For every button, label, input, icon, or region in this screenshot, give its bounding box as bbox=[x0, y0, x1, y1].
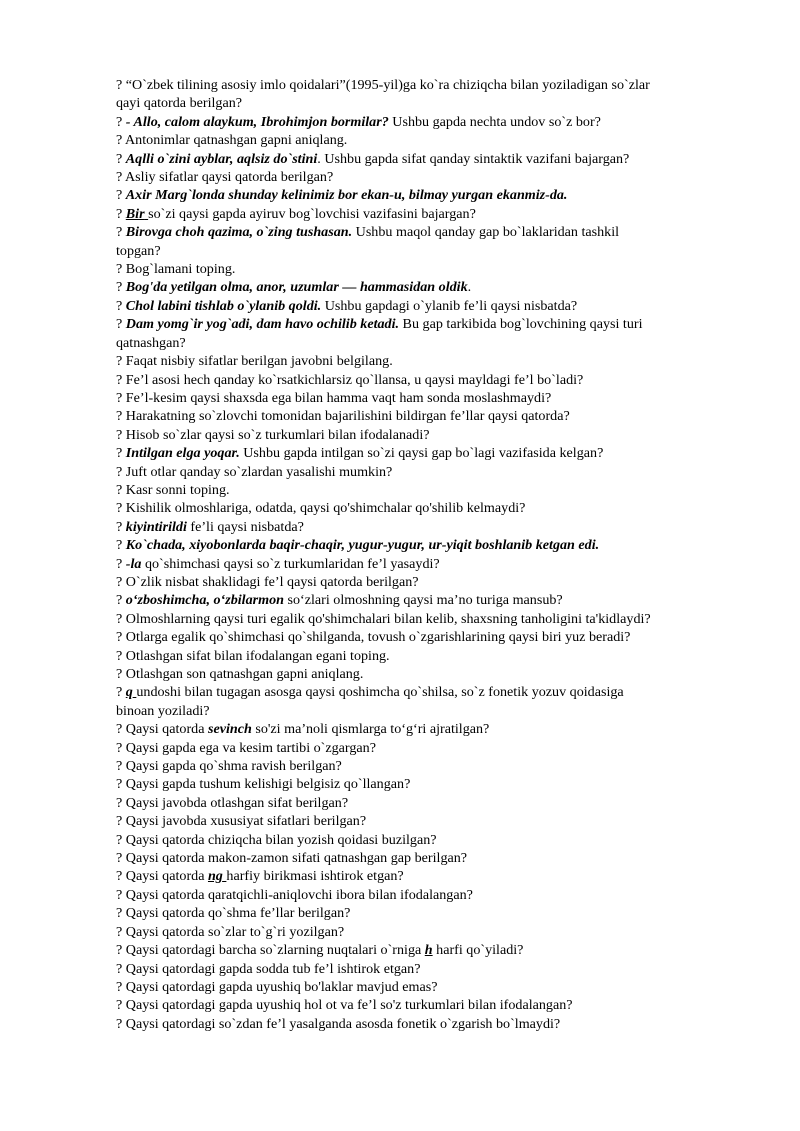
question-line bbox=[116, 223, 736, 241]
text-segment: ? Qaysi qatorda qaratqichli-aniqlovchi ibora bilan ifodalangan? bbox=[116, 886, 473, 903]
question-line bbox=[116, 702, 736, 720]
text-segment: ? bbox=[116, 555, 126, 572]
text-segment: ? Bog`lamani toping. bbox=[116, 261, 236, 278]
text-segment: h bbox=[424, 942, 433, 959]
question-line bbox=[116, 205, 736, 223]
question-line bbox=[116, 334, 736, 352]
question-line bbox=[116, 960, 736, 978]
text-segment: o‘zboshimcha, o‘zbilarmon bbox=[125, 592, 284, 609]
text-segment: ? Fe’l-kesim qaysi shaxsda ega bilan hamma vaqt ham sonda moslashmaydi? bbox=[116, 389, 552, 406]
text-segment: ? bbox=[116, 150, 126, 167]
question-line bbox=[116, 831, 736, 849]
question-line bbox=[116, 647, 736, 665]
text-segment: Bu gap tarkibida bog`lovchining qaysi turi bbox=[399, 316, 643, 333]
question-line bbox=[116, 315, 736, 333]
question-line bbox=[116, 812, 736, 830]
text-segment: qo`shimchasi qaysi so`z turkumlaridan fe’l yasaydi? bbox=[141, 555, 440, 572]
question-line bbox=[116, 444, 736, 462]
text-segment: Ushbu maqol qanday gap bo`laklaridan tashkil bbox=[352, 224, 620, 241]
question-line bbox=[116, 628, 736, 646]
text-segment: ? Otlashgan sifat bilan ifodalangan egani toping. bbox=[116, 647, 390, 664]
text-segment: ? Qaysi javobda xususiyat sifatlari berilgan? bbox=[116, 813, 367, 830]
text-segment: Axir Marg`londa shunday kelinimiz bor ekan-u, bilmay yurgan ekanmiz-da. bbox=[125, 187, 568, 204]
text-segment: Aqlli o`zini ayblar, aqlsiz do`stini bbox=[125, 150, 318, 167]
question-line bbox=[116, 610, 736, 628]
question-line bbox=[116, 555, 736, 573]
question-line bbox=[116, 683, 736, 701]
question-line bbox=[116, 242, 736, 260]
question-line bbox=[116, 168, 736, 186]
text-segment: Bog'da yetilgan olma, anor, uzumlar — hammasidan oldik bbox=[125, 279, 468, 296]
question-list bbox=[116, 76, 736, 1033]
question-line bbox=[116, 794, 736, 812]
question-line bbox=[116, 463, 736, 481]
text-segment: harfiy birikmasi ishtirok etgan? bbox=[226, 868, 404, 885]
text-segment: sevinch bbox=[207, 721, 252, 738]
question-line bbox=[116, 775, 736, 793]
text-segment: ? bbox=[116, 537, 126, 554]
text-segment: ? Qaysi qatordagi gapda uyushiq bo'laklar mavjud emas? bbox=[116, 978, 438, 995]
question-line bbox=[116, 371, 736, 389]
text-segment: ? Qaysi qatordagi so`zdan fe’l yasalganda asosda fonetik o`zgarish bo`lmaydi? bbox=[116, 1015, 561, 1032]
question-line bbox=[116, 94, 736, 112]
text-segment: ? Qaysi gapda qo`shma ravish berilgan? bbox=[116, 758, 342, 775]
text-segment: ? “O`zbek tilining asosiy imlo qoidalari”(1995-yil)ga ko`ra chiziqcha bilan yoziladigan so`zlar bbox=[116, 77, 650, 93]
text-segment: topgan? bbox=[116, 242, 161, 259]
question-line bbox=[116, 131, 736, 149]
question-line bbox=[116, 407, 736, 425]
question-line bbox=[116, 1015, 736, 1033]
text-segment: ? bbox=[116, 224, 126, 241]
question-line bbox=[116, 867, 736, 885]
question-line bbox=[116, 389, 736, 407]
question-line bbox=[116, 739, 736, 757]
text-segment: ? Qaysi qatorda chiziqcha bilan yozish qoidasi buzilgan? bbox=[116, 831, 437, 848]
question-line bbox=[116, 591, 736, 609]
text-segment: ? Otlarga egalik qo`shimchasi qo`shilganda, tovush o`zgarishlarining qaysi biri yuz beradi? bbox=[116, 629, 631, 646]
text-segment: ? bbox=[116, 518, 126, 535]
question-line bbox=[116, 536, 736, 554]
text-segment: ? Qaysi qatorda qo`shma fe’llar berilgan? bbox=[116, 905, 351, 922]
text-segment: ng bbox=[207, 868, 223, 885]
text-segment: . Ushbu gapda sifat qanday sintaktik vazifani bajargan? bbox=[317, 150, 630, 167]
text-segment: ? Qaysi qatorda bbox=[116, 721, 208, 738]
text-segment: ? Harakatning so`zlovchi tomonidan bajarilishini bildirgan fe’llar qaysi qatorda? bbox=[116, 408, 570, 425]
question-line bbox=[116, 260, 736, 278]
text-segment: ? Olmoshlarning qaysi turi egalik qo'shimchalari bilan kelib, shaxsning tanholigini ta'kidlaydi? bbox=[116, 610, 651, 627]
question-line bbox=[116, 150, 736, 168]
text-segment: Bir bbox=[125, 205, 145, 222]
text-segment: ? Qaysi gapda tushum kelishigi belgisiz qo`llangan? bbox=[116, 776, 411, 793]
question-line bbox=[116, 720, 736, 738]
question-line bbox=[116, 426, 736, 444]
question-line bbox=[116, 297, 736, 315]
text-segment: ? Qaysi qatordagi gapda sodda tub fe’l ishtirok etgan? bbox=[116, 960, 421, 977]
text-segment: so'zi ma’noli qismlarga to‘g‘ri ajratilgan? bbox=[251, 721, 490, 738]
text-segment: Birovga choh qazima, o`zing tushasan. bbox=[125, 224, 353, 241]
text-segment: ? Qaysi qatordagi barcha so`zlarning nuqtalari o`rniga bbox=[116, 942, 425, 959]
question-line bbox=[116, 186, 736, 204]
text-segment: ? bbox=[116, 592, 126, 609]
text-segment: ? bbox=[116, 316, 126, 333]
text-segment: so`zi qaysi gapda ayiruv bog`lovchisi vazifasini bajargan? bbox=[148, 205, 476, 222]
text-segment: harfi qo`yiladi? bbox=[432, 942, 524, 959]
text-segment: ? Hisob so`zlar qaysi so`z turkumlari bilan ifodalanadi? bbox=[116, 426, 430, 443]
text-segment: ? Fe’l asosi hech qanday ko`rsatkichlarsiz qo`llansa, u qaysi mayldagi fe’l bo`ladi? bbox=[116, 371, 584, 388]
text-segment: ? bbox=[116, 279, 126, 296]
text-segment: ? Juft otlar qanday so`zlardan yasalishi mumkin? bbox=[116, 463, 393, 480]
question-line bbox=[116, 904, 736, 922]
text-segment: ? Kasr sonni toping. bbox=[116, 481, 230, 498]
text-segment: ? bbox=[116, 684, 126, 701]
question-line bbox=[116, 849, 736, 867]
text-segment: ? Qaysi qatorda makon-zamon sifati qatnashgan gap berilgan? bbox=[116, 850, 468, 867]
text-segment: kiyintirildi bbox=[125, 518, 187, 535]
text-segment: ? bbox=[116, 445, 126, 462]
text-segment: ? bbox=[116, 187, 126, 204]
text-segment: ? Qaysi javobda otlashgan sifat berilgan? bbox=[116, 794, 349, 811]
text-segment: ? Qaysi qatordagi gapda uyushiq hol ot va fe’l so'z turkumlari bilan ifodalangan? bbox=[116, 997, 573, 1014]
text-segment: ? Kishilik olmoshlariga, odatda, qaysi qo'shimchalar qo'shilib kelmaydi? bbox=[116, 500, 526, 517]
question-line bbox=[116, 481, 736, 499]
question-line bbox=[116, 757, 736, 775]
question-line bbox=[116, 518, 736, 536]
question-line bbox=[116, 573, 736, 591]
text-segment: ? Faqat nisbiy sifatlar berilgan javobni belgilang. bbox=[116, 353, 393, 370]
question-line bbox=[116, 886, 736, 904]
text-segment: qatnashgan? bbox=[116, 334, 186, 351]
text-segment: ? Otlashgan son qatnashgan gapni aniqlang. bbox=[116, 666, 364, 682]
text-segment: Ushbu gapdagi o`ylanib fe’li qaysi nisbatda? bbox=[321, 297, 578, 314]
text-segment: ? Qaysi qatorda so`zlar to`g`ri yozilgan? bbox=[116, 923, 345, 940]
text-segment: q bbox=[125, 684, 133, 701]
text-segment: Ushbu gapda nechta undov so`z bor? bbox=[388, 113, 601, 130]
question-line bbox=[116, 665, 736, 683]
text-segment: ? bbox=[116, 113, 126, 130]
text-segment: ? O`zlik nisbat shaklidagi fe’l qaysi qatorda berilgan? bbox=[116, 573, 419, 590]
text-segment: Ushbu gapda intilgan so`zi qaysi gap bo`lagi vazifasida kelgan? bbox=[239, 445, 604, 462]
question-line bbox=[116, 923, 736, 941]
text-segment: Ko`chada, xiyobonlarda baqir-chaqir, yugur-yugur, ur-yiqit boshlanib ketgan edi. bbox=[125, 537, 600, 554]
question-line bbox=[116, 941, 736, 959]
text-segment: Chol labini tishlab o`ylanib qoldi. bbox=[125, 297, 322, 314]
text-segment: ? Asliy sifatlar qaysi qatorda berilgan? bbox=[116, 169, 334, 186]
text-segment: ? Antonimlar qatnashgan gapni aniqlang. bbox=[116, 132, 348, 149]
question-line bbox=[116, 278, 736, 296]
text-segment: so‘zlari olmoshning qaysi ma’no turiga mansub? bbox=[283, 592, 563, 609]
question-line bbox=[116, 76, 736, 94]
text-segment: fe’li qaysi nisbatda? bbox=[186, 518, 304, 535]
text-segment: ? bbox=[116, 205, 126, 222]
question-line bbox=[116, 978, 736, 996]
text-segment: ? bbox=[116, 297, 126, 314]
text-segment: binoan yoziladi? bbox=[116, 702, 210, 719]
text-segment: Dam yomg`ir yog`adi, dam havo ochilib ketadi. bbox=[125, 316, 400, 333]
question-line bbox=[116, 499, 736, 517]
question-line bbox=[116, 352, 736, 370]
question-line bbox=[116, 996, 736, 1014]
text-segment: -la bbox=[125, 555, 142, 572]
text-segment: . bbox=[467, 279, 472, 296]
text-segment: qayi qatorda berilgan? bbox=[116, 95, 243, 112]
text-segment: ? Qaysi qatorda bbox=[116, 868, 208, 885]
text-segment: Intilgan elga yoqar. bbox=[125, 445, 240, 462]
text-segment: undoshi bilan tugagan asosga qaysi qoshimcha qo`shilsa, so`z fonetik yozuv qoidasiga bbox=[136, 684, 624, 701]
text-segment: - Allo, calom alaykum, Ibrohimjon bormilar? bbox=[125, 113, 389, 130]
question-line bbox=[116, 113, 736, 131]
text-segment: ? Qaysi gapda ega va kesim tartibi o`zgargan? bbox=[116, 739, 376, 756]
